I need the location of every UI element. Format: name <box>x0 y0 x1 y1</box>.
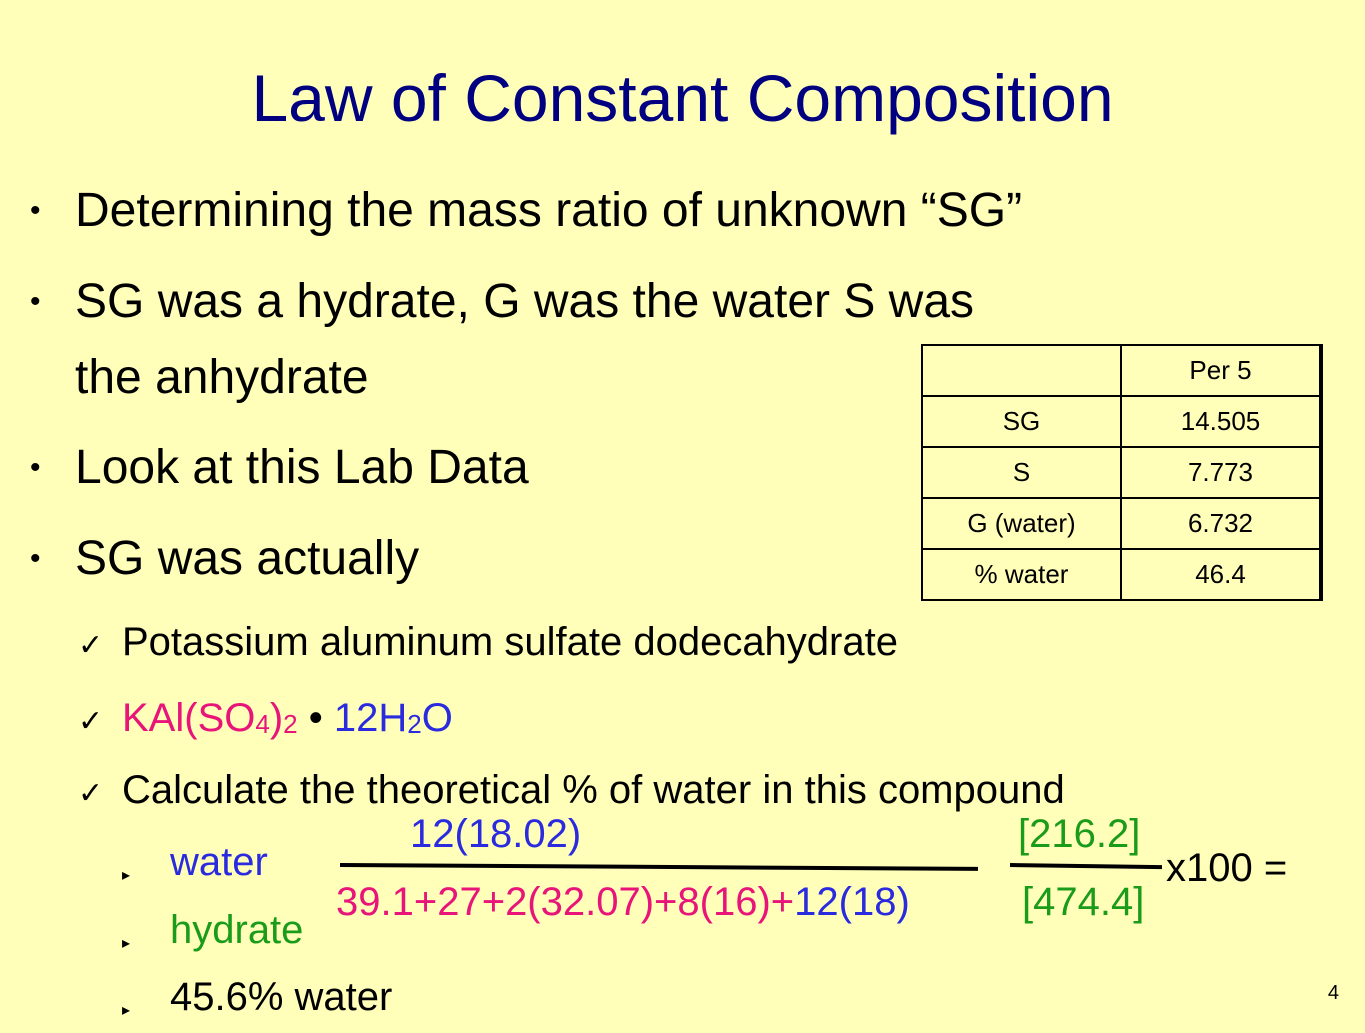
denominator-anhydrate: 39.1+27+2(32.07)+8(16) <box>336 880 771 924</box>
table-row <box>922 498 1321 549</box>
formula-subscript: 2 <box>283 709 298 739</box>
bullet-dot-icon: • <box>30 542 41 575</box>
table-cell-value: 14.505 <box>1121 396 1321 447</box>
fraction-numerator: 12(18.02) <box>410 812 582 856</box>
table-cell-value: 7.773 <box>1121 447 1321 498</box>
result-numerator: [216.2] <box>1018 812 1141 856</box>
tertiary-text: 45.6% water <box>170 975 393 1019</box>
table-row <box>922 549 1321 600</box>
triangle-right-icon: ▸ <box>122 867 131 884</box>
result-fraction-bar <box>1010 863 1162 869</box>
table-cell-label: % water <box>922 549 1121 600</box>
table-row <box>922 396 1321 447</box>
formula-subscript: 4 <box>255 709 270 739</box>
formula-dot: • <box>297 696 334 740</box>
lab-data-table <box>921 344 1323 601</box>
table-cell-value: 6.732 <box>1121 498 1321 549</box>
table-cell-value: 46.4 <box>1121 549 1321 600</box>
table-cell-label: G (water) <box>922 498 1121 549</box>
checkmark-icon: ✓ <box>78 705 104 738</box>
triangle-right-icon: ▸ <box>122 1002 131 1019</box>
fraction-denominator <box>336 880 910 924</box>
table-cell-label: SG <box>922 396 1121 447</box>
denominator-water: 12(18) <box>794 880 910 924</box>
table-cell-label: S <box>922 447 1121 498</box>
triangle-right-icon: ▸ <box>122 935 131 952</box>
slide-title: Law of Constant Composition <box>251 61 1114 135</box>
bullet-dot-icon: • <box>30 285 41 318</box>
bullet-text: Determining the mass ratio of unknown “SG” <box>75 184 1023 237</box>
sub-bullet-text: Potassium aluminum sulfate dodecahydrate <box>122 620 898 664</box>
table-header-cell <box>922 345 1121 396</box>
checkmark-icon: ✓ <box>78 629 104 662</box>
bullet-dot-icon: • <box>30 451 41 484</box>
bullet-text: SG was actually <box>75 532 420 585</box>
bullet-text: the anhydrate <box>75 351 369 404</box>
formula-water-part: 12H <box>333 696 408 740</box>
tertiary-text: water <box>170 840 268 884</box>
table-header-row <box>922 345 1321 396</box>
table-header-cell: Per 5 <box>1121 345 1321 396</box>
tertiary-text: hydrate <box>170 908 304 952</box>
checkmark-icon: ✓ <box>78 777 104 810</box>
table-row <box>922 447 1321 498</box>
multiplier-text: x100 = <box>1166 846 1288 890</box>
formula-subscript: 2 <box>407 709 422 739</box>
bullet-text: Look at this Lab Data <box>75 441 529 494</box>
page-number: 4 <box>1327 982 1339 1004</box>
formula-water-oxygen: O <box>421 696 453 740</box>
sub-bullet-text: Calculate the theoretical % of water in this compound <box>122 768 1065 812</box>
formula-potassium-close: ) <box>269 696 284 740</box>
formula-potassium-part: KAl(SO <box>122 696 256 740</box>
bullet-dot-icon: • <box>30 194 41 227</box>
bullet-text: SG was a hydrate, G was the water S was <box>75 275 975 328</box>
result-denominator: [474.4] <box>1022 880 1145 924</box>
fraction-bar <box>340 863 978 871</box>
chemical-formula <box>122 696 453 746</box>
denominator-plus: + <box>770 880 795 924</box>
